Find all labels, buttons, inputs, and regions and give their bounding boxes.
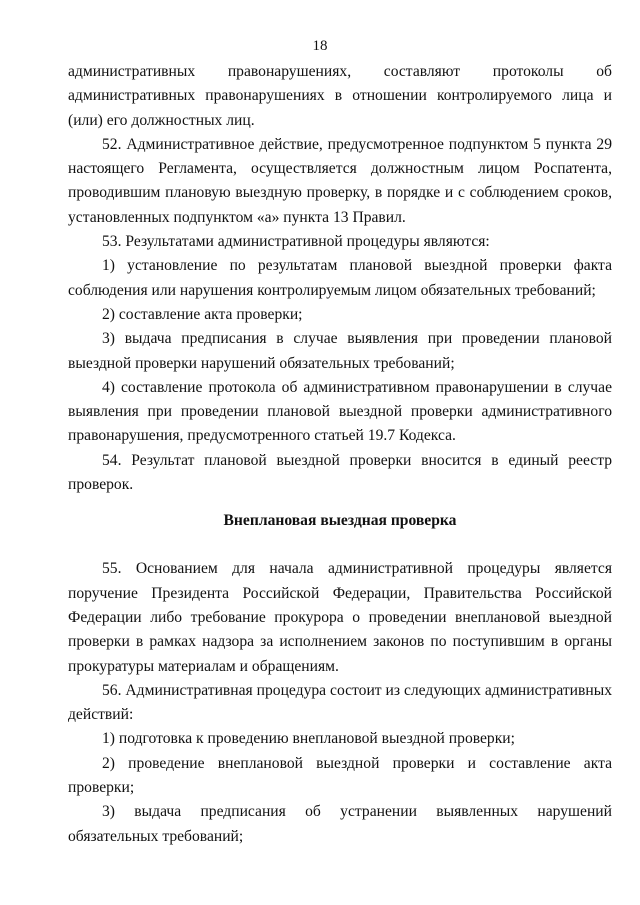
- list-item-56-3: 3) выдача предписания об устранении выявленных нарушений обязательных требований;: [68, 803, 612, 845]
- paragraph-item-54: 54. Результат плановой выездной проверки вносится в единый реестр проверок.: [68, 451, 612, 494]
- list-item-56-2: 2) проведение внеплановой выездной проверки и составление акта проверки;: [68, 754, 612, 797]
- section-heading: Внеплановая выездная проверка: [223, 512, 457, 530]
- paragraph-item-56: 56. Административная процедура состоит из следующих административных действий:: [68, 681, 612, 724]
- paragraph-continuation: административных правонарушениях, составляют протоколы об административных правонарушениях в отношении контролируемого лица и (или) его должностных лиц.: [68, 63, 612, 129]
- list-item-53-2: 2) составление акта проверки;: [102, 305, 303, 323]
- page-number: 18: [312, 38, 328, 54]
- list-item-53-4: 4) составление протокола об административном правонарушении в случае выявления при проведении плановой выездной проверки административного правонарушения, предусмотренного статьей 19.7 Кодекса.: [68, 378, 612, 445]
- paragraph-item-53: 53. Результатами административной процедуры являются:: [102, 233, 490, 251]
- paragraph-item-55: 55. Основанием для начала административной процедуры является поручение Президента Российской Федерации, Правительства Российской Федерации либо требование прокурора о проведении внеплановой выездной проверки в рамках надзора за исполнением законов по поступившим в органы прокуратуры материалам и обращениям.: [68, 560, 612, 675]
- list-item-53-3: 3) выдача предписания в случае выявления при проведении плановой выездной проверки нарушений обязательных требований;: [68, 330, 612, 372]
- list-item-56-1: 1) подготовка к проведению внеплановой выездной проверки;: [102, 730, 515, 748]
- list-item-53-1: 1) установление по результатам плановой выездной проверки факта соблюдения или нарушения контролируемым лицом обязательных требований;: [68, 257, 612, 299]
- document-body: [68, 60, 612, 849]
- paragraph-item-52: 52. Административное действие, предусмотренное подпунктом 5 пункта 29 настоящего Регламента, осуществляется должностным лицом Роспатента, проводившим плановую выездную проверку, в порядке и с соблюдением сроков, установленных подпунктом «а» пункта 13 Правил.: [68, 135, 612, 226]
